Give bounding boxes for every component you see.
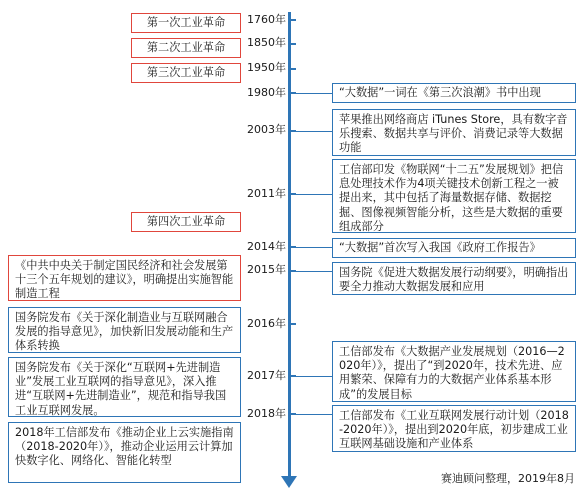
connector [296,93,332,94]
event-box-2016-left [8,307,241,353]
year-label: 1950年 [247,61,286,74]
year-label: 2015年 [247,263,286,276]
year-label: 2017年 [247,369,286,382]
event-box-2018-left [8,422,241,483]
revolution-box-fourth [131,212,241,232]
revolution-box-second [131,38,241,58]
year-label: 2014年 [247,240,286,253]
event-text: “大数据”一词在《第三次浪潮》书中出现 [339,85,541,99]
event-box-1980 [332,83,576,103]
event-box-2017-left [8,357,241,417]
connector [296,247,332,248]
tick-2018 [289,413,296,415]
year-label: 2011年 [247,187,286,200]
connector [296,376,332,377]
year-label: 1760年 [247,13,286,26]
timeline-axis [288,12,291,478]
event-box-2003 [332,109,576,156]
event-text: 《中共中央关于制定国民经济和社会发展第十三个五年规划的建议》，明确提出实施智能制造工程 [15,259,234,301]
year-label: 2016年 [247,317,286,330]
event-box-2014 [332,238,576,258]
event-text: 2018年工信部发布《推动企业上云实施指南（2018-2020年）》，推动企业运用云计算加快数字化、网络化、智能化转型 [15,426,234,468]
event-box-2018-right [332,405,576,452]
revolution-box-third [131,63,241,83]
tick-1950 [289,68,296,70]
event-text: 工信部发布《大数据产业发展规划（2016—2020年）》，提出了“到2020年，技术先进、应用繁荣、保障有力的大数据产业体系基本形成”的发展目标 [339,345,565,401]
revolution-label: 第一次工业革命 [146,15,226,29]
revolution-label: 第四次工业革命 [146,214,226,228]
event-box-2017-right [332,341,576,402]
revolution-label: 第二次工业革命 [146,40,226,54]
event-text: 国务院发布《关于深化制造业与互联网融合发展的指导意见》，加快新旧发展动能和生产体系转换 [15,311,234,353]
year-label: 1980年 [247,86,286,99]
event-text: 国务院《促进大数据发展行动纲要》，明确指出要全力推动大数据发展和应用 [339,266,569,294]
event-text: 苹果推出网络商店 iTunes Store，具有数字音乐搜索、数据共享与评价、消费记录等大数据功能 [339,113,568,155]
tick-1760 [289,19,296,21]
connector [296,131,332,132]
connector [296,271,332,272]
year-label: 2018年 [247,407,286,420]
connector [296,194,332,195]
event-text: “大数据”首次写入我国《政府工作报告》 [339,240,541,254]
connector [296,414,332,415]
event-box-2015-right [332,262,576,295]
event-box-2011 [332,159,576,233]
tick-2015 [289,270,296,272]
revolution-box-first [131,13,241,33]
revolution-label: 第三次工业革命 [146,65,226,79]
event-text: 国务院发布《关于深化“互联网+先进制造业”发展工业互联网的指导意见》，深入推进“互联网+先进制造业”，规范和指导我国工业互联网发展。 [15,361,227,417]
year-label: 1850年 [247,36,286,49]
tick-2003 [289,130,296,132]
event-text: 工信部印发《物联网“十二五”发展规划》把信息处理技术作为4项关键技术创新工程之一被提出来，其中包括了海量数据存储、数据挖掘、图像视频智能分析，这些是大数据的重要组成部分 [339,163,564,233]
tick-2016 [289,323,296,325]
timeline-arrow-head [281,476,297,488]
event-text: 工信部发布《工业互联网发展行动计划（2018-2020年）》，提出到2020年底，初步建成工业互联网基础设施和产业体系 [339,409,569,451]
tick-2011 [289,193,296,195]
tick-1850 [289,43,296,45]
tick-2014 [289,246,296,248]
source-note: 赛迪顾问整理，2019年8月 [441,472,575,485]
tick-1980 [289,92,296,94]
event-box-2015-left [8,255,241,301]
year-label: 2003年 [247,123,286,136]
tick-2017 [289,375,296,377]
